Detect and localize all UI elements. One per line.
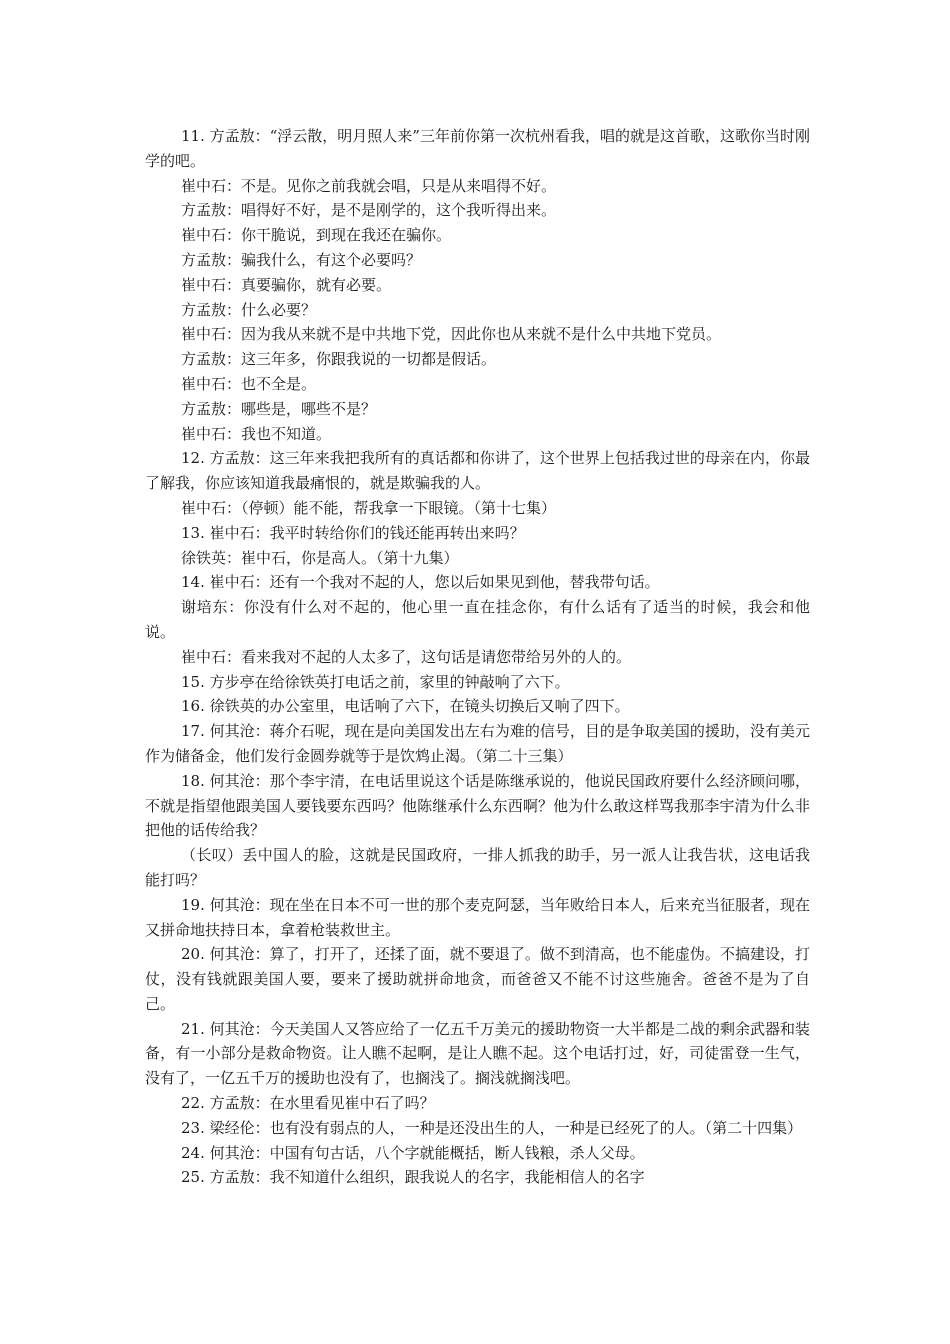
- paragraph: 崔中石：因为我从来就不是中共地下党，因此你也从来就不是什么中共地下党员。: [181, 325, 722, 344]
- paragraph: 17. 何其沧：蒋介石呢，现在是向美国发出左右为难的信号，目的是争取美国的援助，没有美元作为储备金，他们发行金圆券就等于是饮鸩止渴。（第二十三集）: [145, 722, 810, 765]
- paragraph: 19. 何其沧：现在坐在日本不可一世的那个麦克阿瑟，当年败给日本人，后来充当征服者，现在又拼命地扶持日本，拿着枪装救世主。: [145, 895, 810, 939]
- paragraph: 12. 方孟敖：这三年来我把我所有的真话都和你讲了，这个世界上包括我过世的母亲在内，你最了解我，你应该知道我最痛恨的，就是欺骗我的人。: [145, 449, 810, 493]
- paragraph: 22. 方孟敖：在水里看见崔中石了吗？: [181, 1094, 435, 1113]
- paragraph: 25. 方孟敖：我不知道什么组织，跟我说人的名字，我能相信人的名字: [181, 1168, 645, 1187]
- paragraph: 方孟敖：唱得好不好，是不是刚学的，这个我听得出来。: [181, 201, 557, 220]
- paragraph: 崔中石：也不全是。: [181, 374, 317, 393]
- paragraph: 方孟敖：什么必要？: [181, 300, 317, 319]
- paragraph: 崔中石：你干脆说，到现在我还在骗你。: [181, 226, 452, 245]
- paragraph: 崔中石：我也不知道。: [181, 424, 332, 443]
- paragraph: 20. 何其沧：算了，打开了，还揉了面，就不要退了。做不到清高，也不能虚伪。不搞建设，打仗，没有钱就跟美国人要，要来了援助就拼命地贪，而爸爸又不能不讨这些施舍。爸爸不是为了自己。: [145, 945, 810, 1013]
- paragraph: 18. 何其沧：那个李宇清，在电话里说这个话是陈继承说的，他说民国政府要什么经济顾问哪，不就是指望他跟美国人要钱要东西吗？他陈继承什么东西啊？他为什么敢这样骂我那李宇清为什么非把他的话传给我？: [145, 771, 810, 840]
- paragraph: 13. 崔中石：我平时转给你们的钱还能再转出来吗？: [181, 523, 525, 542]
- paragraph: 崔中石：（停顿）能不能，帮我拿一下眼镜。（第十七集）: [181, 498, 557, 517]
- paragraph: 崔中石：不是。见你之前我就会唱，只是从来唱得不好。: [181, 176, 557, 195]
- paragraph: 谢培东：你没有什么对不起的，他心里一直在挂念你，有什么话有了适当的时候，我会和他说。: [145, 598, 810, 641]
- paragraph: 15. 方步亭在给徐铁英打电话之前，家里的钟敲响了六下。: [181, 672, 570, 691]
- paragraph: 24. 何其沧：中国有句古话，八个字就能概括，断人钱粮，杀人父母。: [181, 1143, 645, 1162]
- paragraph: 方孟敖：骗我什么，有这个必要吗？: [181, 250, 422, 269]
- paragraph: 14. 崔中石：还有一个我对不起的人，您以后如果见到他，替我带句话。: [181, 573, 660, 592]
- paragraph: 徐铁英：崔中石，你是高人。（第十九集）: [181, 548, 459, 567]
- paragraph: 崔中石：看来我对不起的人太多了，这句话是请您带给另外的人的。: [181, 647, 632, 666]
- paragraph: 11. 方孟敖：“浮云散，明月照人来”三年前你第一次杭州看我，唱的就是这首歌，这歌你当时刚学的吧。: [145, 127, 810, 170]
- paragraph: 方孟敖：哪些是，哪些不是？: [181, 399, 377, 418]
- document-body: [145, 124, 810, 1190]
- paragraph: 崔中石：真要骗你，就有必要。: [181, 275, 392, 294]
- paragraph: 23. 梁经伦：也有没有弱点的人，一种是还没出生的人，一种是已经死了的人。（第二十四集）: [181, 1118, 803, 1137]
- paragraph: 21. 何其沧：今天美国人又答应给了一亿五千万美元的援助物资一大半都是二战的剩余武器和装备，有一小部分是救命物资。让人瞧不起啊，是让人瞧不起。这个电话打过，好，司徒雷登一生气，没有了，一亿五千万的援助也没有了，也搁浅了。搁浅就搁浅吧。: [145, 1019, 810, 1088]
- paragraph: 方孟敖：这三年多，你跟我说的一切都是假话。: [181, 350, 497, 369]
- paragraph: （长叹）丢中国人的脸，这就是民国政府，一排人抓我的助手，另一派人让我告状，这电话我能打吗？: [145, 846, 810, 889]
- paragraph: 16. 徐铁英的办公室里，电话响了六下，在镜头切换后又响了四下。: [181, 697, 630, 716]
